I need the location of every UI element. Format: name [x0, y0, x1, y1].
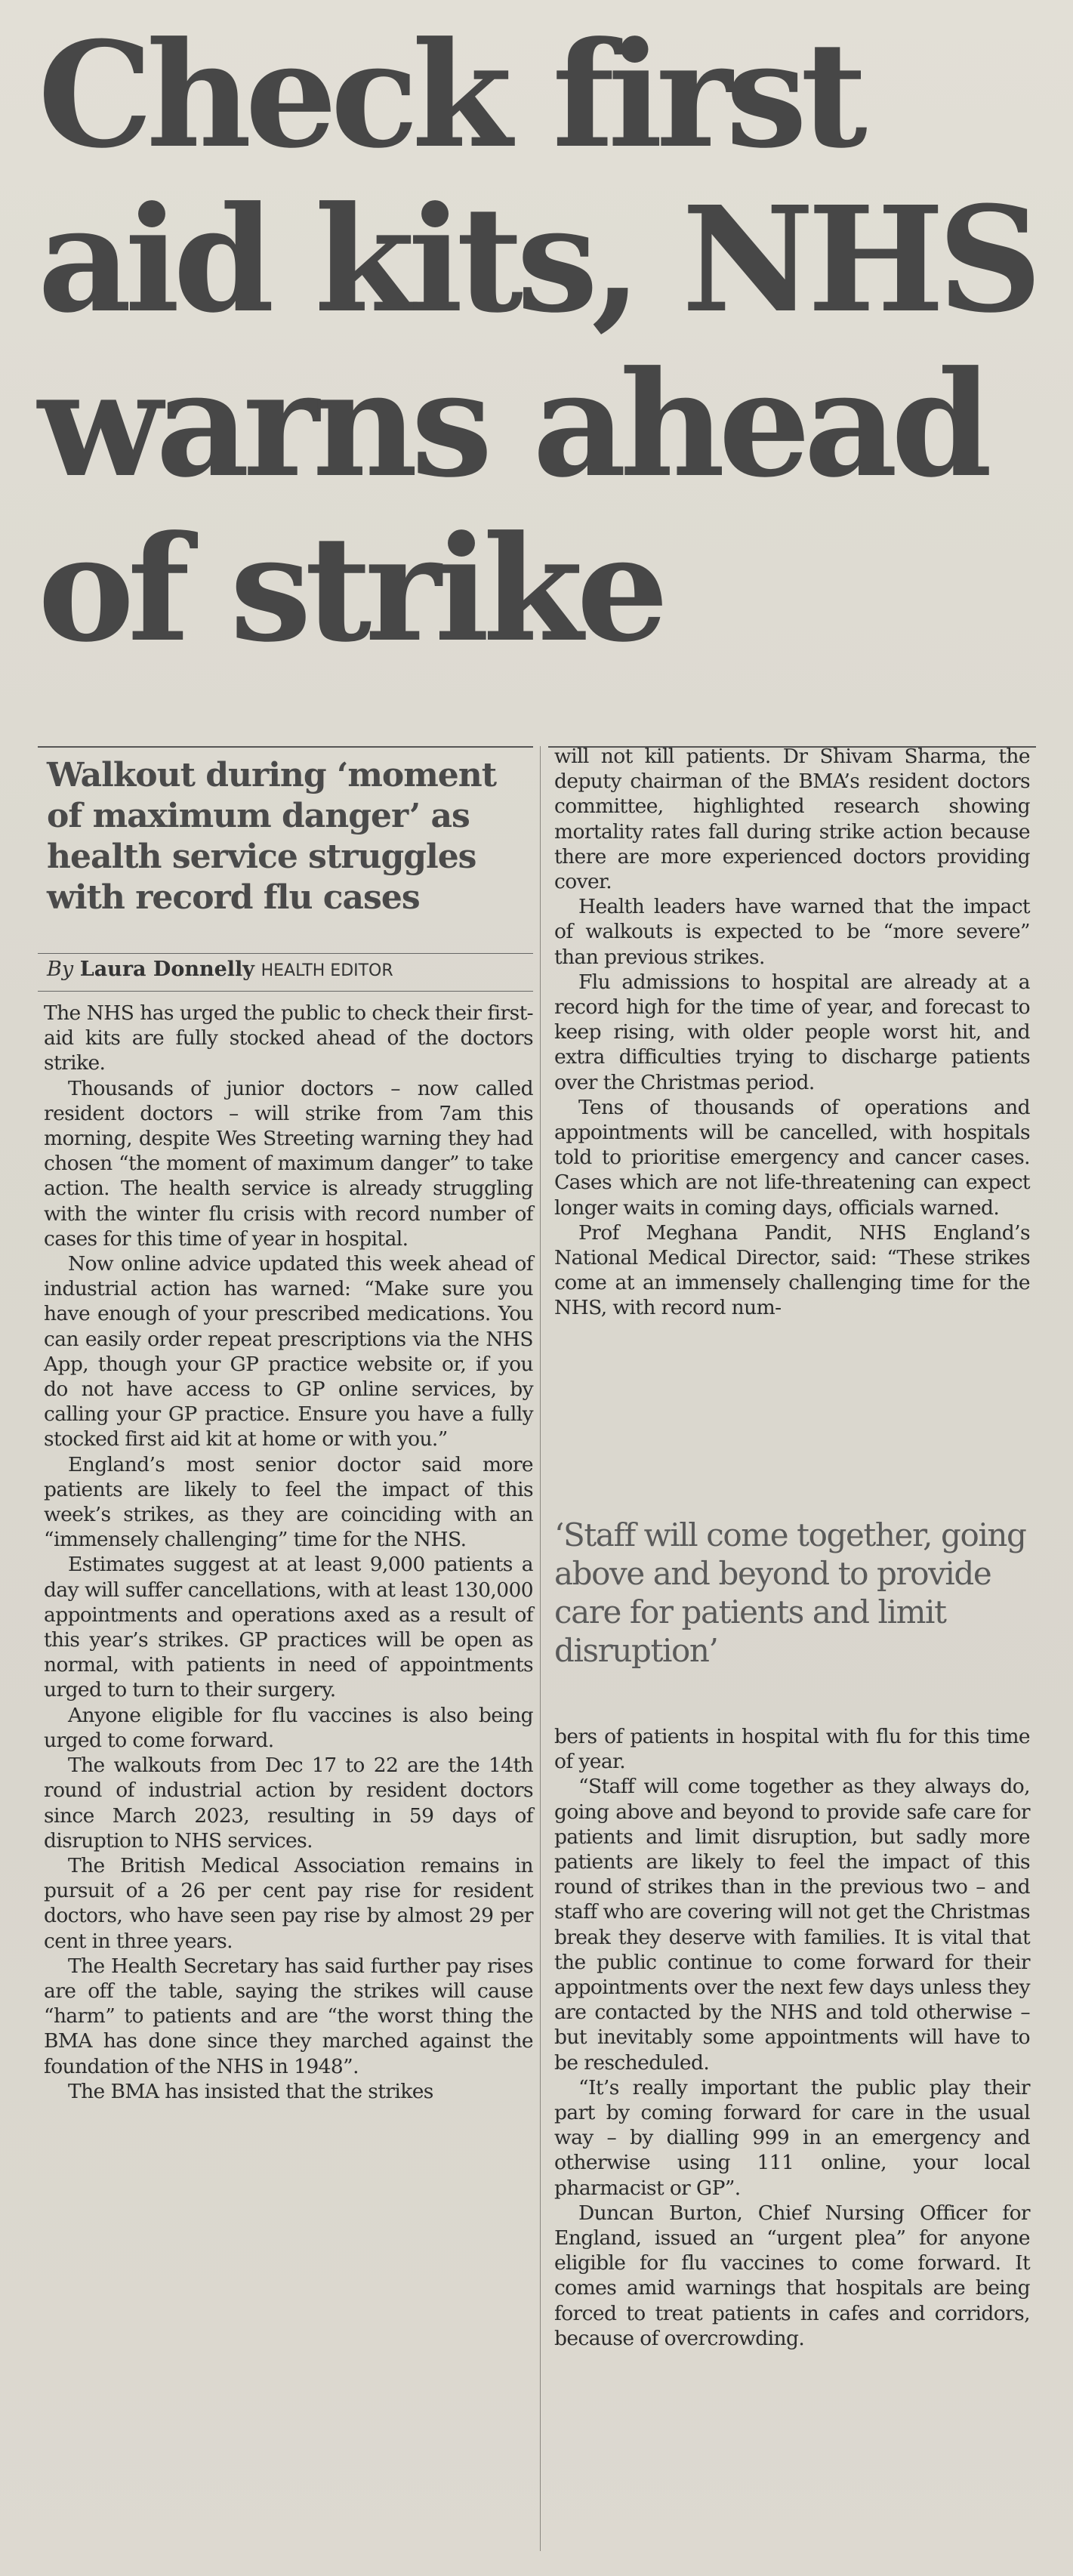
article-paragraph: will not kill patients. Dr Shivam Sharma, the deputy chairman of the BMA’s resident doctors committee, highlighted research showing mortality rates fall during strike action because there are more experienced doctors providing cover.: [554, 745, 1030, 894]
article-paragraph: The British Medical Association remains in pursuit of a 26 per cent pay rise for resident doctors, who have seen pay rise by almost 29 per cent in three years.: [44, 1853, 533, 1953]
article-paragraph: England’s most senior doctor said more patients are likely to feel the impact of this week’s strikes, as they are coinciding with an “immensely challenging” time for the NHS.: [44, 1452, 533, 1552]
article-paragraph: Anyone eligible for flu vaccines is also being urged to come forward.: [44, 1703, 533, 1752]
byline-top-rule: [38, 953, 533, 954]
right-column-body-top: [554, 744, 1030, 1321]
article-paragraph: Now online advice updated this week ahead of industrial action has warned: “Make sure you have enough of your prescribed medications. You can easily order repeat prescriptions via the NHS App, though your GP practice website or, if you do not have access to GP online services, by calling your GP practice. Ensure you have a fully stocked first aid kit at home or with you.”: [44, 1252, 533, 1452]
article-paragraph: Estimates suggest at at least 9,000 patients a day will suffer cancellations, with at least 130,000 appointments and operations axed as a result of this year’s strikes. GP practices will be open as normal, with patients in need of appointments urged to turn to their surgery.: [44, 1553, 533, 1702]
article-paragraph: bers of patients in hospital with flu for this time of year.: [554, 1725, 1030, 1774]
article-paragraph: “Staff will come together as they always do, going above and beyond to provide safe care for patients and limit disruption, but sadly more patients are likely to feel the impact of this round of strikes than in the previous two – and staff who are covering will not get the Christmas break they deserve with families. It is vital that the public continue to come forward for their appointments over the next few days unless they are contacted by the NHS and told otherwise – but inevitably some appointments will have to be rescheduled.: [554, 1775, 1030, 2075]
article-paragraph: “It’s really important the public play their part by coming forward for care in the usual way – by dialling 999 in an emergency and otherwise using 111 online, your local pharmacist or GP”.: [554, 2075, 1030, 2200]
byline-by: By: [47, 958, 74, 981]
byline-bottom-rule: [38, 991, 533, 992]
left-column-body: [44, 1001, 533, 2104]
article-paragraph: Duncan Burton, Chief Nursing Officer for England, issued an “urgent plea” for anyone eligible for flu vaccines to come forward. It comes amid warnings that hospitals are being forced to treat patients in cafes and corridors, because of overcrowding.: [554, 2201, 1030, 2350]
column-divider: [540, 746, 541, 2551]
standfirst-top-rule: [38, 746, 533, 748]
byline-author: Laura Donnelly: [79, 958, 254, 981]
standfirst: Walkout during ‘moment of maximum danger’ as health service struggles with record flu cases: [47, 756, 497, 917]
byline: [47, 958, 530, 981]
article-paragraph: The NHS has urged the public to check their first-aid kits are fully stocked ahead of the doctors strike.: [44, 1001, 533, 1075]
right-column-body-bottom: [554, 1724, 1030, 2351]
article-paragraph: The walkouts from Dec 17 to 22 are the 14th round of industrial action by resident doctors since March 2023, resulting in 59 days of disruption to NHS services.: [44, 1754, 533, 1853]
article-paragraph: The Health Secretary has said further pay rises are off the table, saying the strikes will cause “harm” to patients and are “the worst thing the BMA has done since they marched against the foundation of the NHS in 1948”.: [44, 1954, 533, 2078]
headline: Check first aid kits, NHS warns ahead of strike: [38, 11, 1036, 674]
pull-quote: ‘Staff will come together, going above and beyond to provide care for patients and limit disruption’: [554, 1516, 1026, 1669]
article-paragraph: Prof Meghana Pandit, NHS England’s National Medical Director, said: “These strikes come at an immensely challenging time for the NHS, with record num-: [554, 1220, 1030, 1320]
article-paragraph: Tens of thousands of operations and appointments will be cancelled, with hospitals told to prioritise emergency and cancer cases. Cases which are not life-threatening can expect longer waits in coming days, officials warned.: [554, 1095, 1030, 1220]
article-paragraph: Flu admissions to hospital are already at a record high for the time of year, and forecast to keep rising, with older people worst hit, and extra difficulties trying to discharge patients over the Christmas period.: [554, 970, 1030, 1094]
byline-role: HEALTH EDITOR: [261, 961, 393, 980]
article-paragraph: Health leaders have warned that the impact of walkouts is expected to be “more severe” than previous strikes.: [554, 895, 1030, 969]
article-paragraph: Thousands of junior doctors – now called resident doctors – will strike from 7am this morning, despite Wes Streeting warning they had chosen “the moment of maximum danger” to take action. The health service is already struggling with the winter flu crisis with record number of cases for this time of year in hospital.: [44, 1076, 533, 1251]
article-paragraph: The BMA has insisted that the strikes: [68, 2079, 433, 2103]
